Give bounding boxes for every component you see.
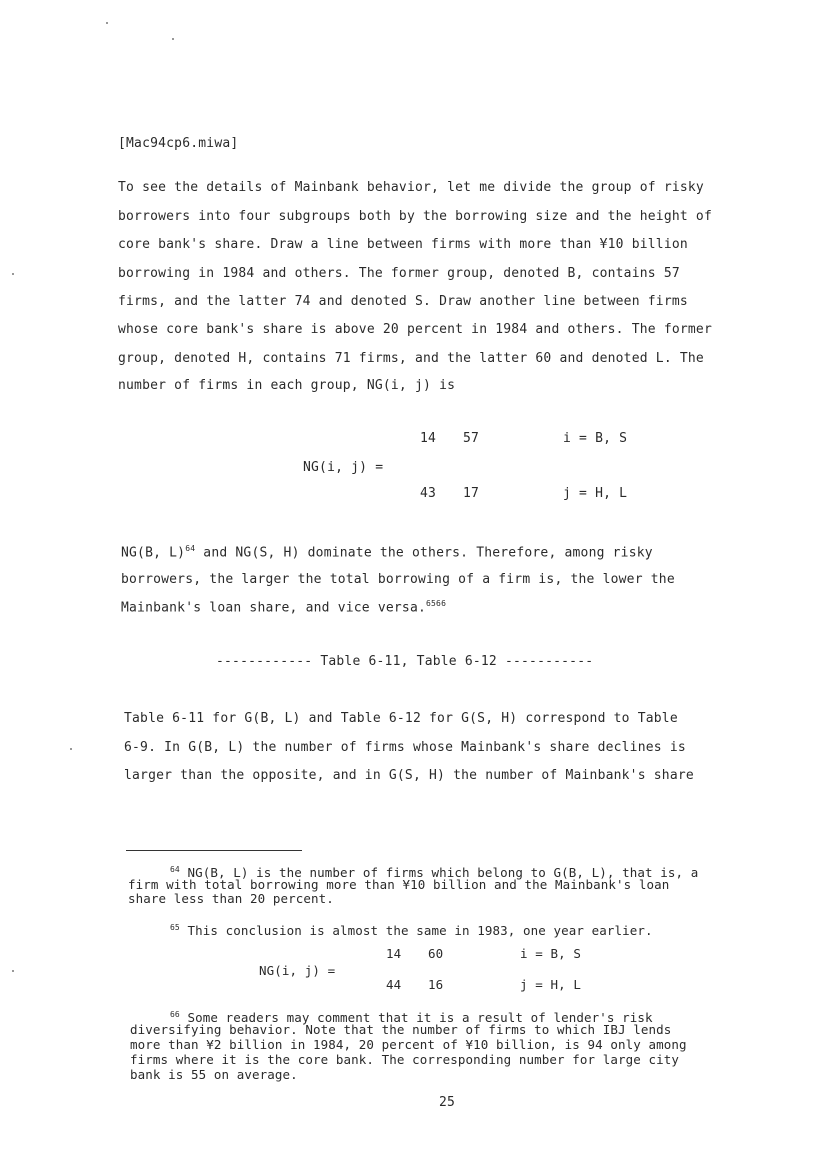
page-number: 25 <box>439 1095 456 1110</box>
footnote-ref: 6566 <box>426 599 447 608</box>
footnote-66-line: diversifying behavior. Note that the number of firms to which IBJ lends <box>130 1022 672 1037</box>
matrix-index: j = H, L <box>520 977 582 992</box>
paragraph-line: Table 6-11 for G(B, L) and Table 6-12 for G(S, H) correspond to Table <box>124 711 678 726</box>
matrix-label: NG(i, j) = <box>259 963 336 978</box>
table-reference: ------------ Table 6-11, Table 6-12 ----------- <box>216 654 594 669</box>
text-run: This conclusion is almost the same in 1983, one year earlier. <box>179 923 653 939</box>
paragraph-line: borrowing in 1984 and others. The former group, denoted B, contains 57 <box>118 266 680 281</box>
paragraph-line: firms, and the latter 74 and denoted S. Draw another line between firms <box>118 294 688 309</box>
paragraph-line: 6-9. In G(B, L) the number of firms whose Mainbank's share declines is <box>124 740 686 755</box>
matrix-index: j = H, L <box>563 486 628 501</box>
text-run: and NG(S, H) dominate the others. Therefore, among risky <box>195 545 653 561</box>
footnote-separator <box>126 850 302 851</box>
paragraph-line <box>121 599 446 615</box>
footnote-66-line: firms where it is the core bank. The corresponding number for large city <box>130 1052 680 1067</box>
footnote-65-line <box>170 920 653 938</box>
paragraph-line: borrowers, the larger the total borrowing of a firm is, the lower the <box>121 572 675 587</box>
text-run: NG(B, L) is the number of firms which belong to G(B, L), that is, a <box>179 865 699 881</box>
paragraph-line: borrowers into four subgroups both by the borrowing size and the height of <box>118 209 712 224</box>
scan-speck <box>106 22 108 24</box>
matrix-cell: 14 <box>420 431 437 446</box>
paragraph-line: To see the details of Mainbank behavior, let me divide the group of risky <box>118 180 704 195</box>
text-run: Mainbank's loan share, and vice versa. <box>121 600 427 616</box>
scan-speck <box>172 38 174 40</box>
footnote-marker: 66 <box>170 1010 180 1019</box>
text-run: Some readers may comment that it is a result of lender's risk <box>179 1010 653 1026</box>
scan-speck <box>12 273 14 275</box>
paragraph-line: whose core bank's share is above 20 percent in 1984 and others. The former <box>118 322 712 337</box>
footnote-66-line: bank is 55 on average. <box>130 1067 298 1082</box>
footnote-66-line: more than ¥2 billion in 1984, 20 percent of ¥10 billion, is 94 only among <box>130 1037 687 1052</box>
text-run: NG(B, L) <box>121 545 186 561</box>
matrix-cell: 17 <box>463 486 480 501</box>
scan-speck <box>70 748 72 750</box>
footnote-64-line: share less than 20 percent. <box>128 891 334 906</box>
matrix-index: i = B, S <box>563 431 628 446</box>
footnote-ref: 64 <box>185 544 196 553</box>
file-tag: [Mac94cp6.miwa] <box>118 136 239 151</box>
paragraph-line <box>121 544 653 560</box>
matrix-cell: 60 <box>428 946 444 961</box>
footnote-marker: 64 <box>170 865 180 874</box>
matrix-cell: 43 <box>420 486 437 501</box>
matrix-index: i = B, S <box>520 946 582 961</box>
paragraph-line: group, denoted H, contains 71 firms, and the latter 60 and denoted L. The <box>118 351 704 366</box>
paragraph-line: number of firms in each group, NG(i, j) is <box>118 378 456 393</box>
scan-speck <box>12 970 14 972</box>
footnote-marker: 65 <box>170 923 180 932</box>
footnote-64-line: firm with total borrowing more than ¥10 billion and the Mainbank's loan <box>128 877 670 892</box>
matrix-cell: 44 <box>386 977 402 992</box>
matrix-label: NG(i, j) = <box>303 460 384 475</box>
matrix-cell: 57 <box>463 431 480 446</box>
matrix-cell: 14 <box>386 946 402 961</box>
matrix-cell: 16 <box>428 977 444 992</box>
paragraph-line: larger than the opposite, and in G(S, H) the number of Mainbank's share <box>124 768 694 783</box>
paragraph-line: core bank's share. Draw a line between firms with more than ¥10 billion <box>118 237 688 252</box>
